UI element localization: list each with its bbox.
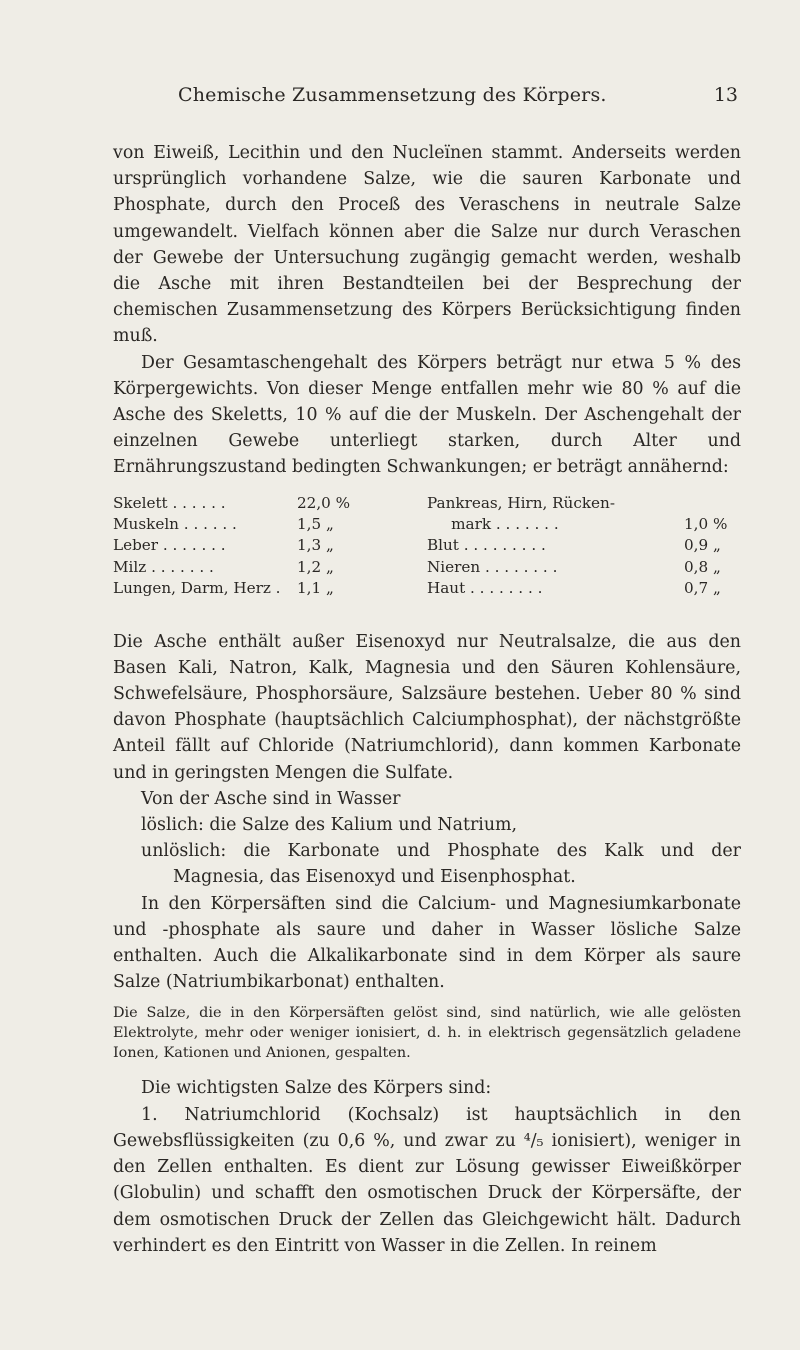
table-row — [427, 578, 741, 599]
table-row — [113, 578, 383, 599]
running-header — [178, 84, 738, 110]
table-value: 1,3 „ — [297, 536, 334, 555]
table-value: 0,9 „ — [684, 536, 721, 555]
paragraph-body-fluids: In den Körpersäften sind die Calcium- und Magnesiumkarbonate und -phosphate als saure und daher in Wasser lösliche Salze enthalten. Auch die Alkalikarbonate sind in dem Körper als saure Salze (Natriumbikarbonat) enthalten. — [113, 893, 741, 993]
table-label: Haut . . . . . . . . — [427, 579, 543, 598]
paragraph-ash-content: Der Gesamtaschengehalt des Körpers beträgt nur etwa 5 % des Körpergewichts. Von dieser Menge entfallen mehr wie 80 % auf die Asche des Skeletts, 10 % auf die der Muskeln. Der Aschengehalt der einzelnen Gewebe unterliegt starken, durch Alter und Ernährungszustand bedingten Schwankungen; er beträgt annähernd: — [113, 352, 741, 478]
table-label: Lungen, Darm, Herz . — [113, 579, 281, 598]
table-value: 1,5 „ — [297, 515, 334, 534]
ash-content-table — [113, 493, 741, 621]
table-value: 1,1 „ — [297, 579, 334, 598]
table-label: Leber . . . . . . . — [113, 536, 226, 555]
table-row — [427, 557, 741, 578]
table-row — [427, 514, 741, 535]
paragraph-important-salts: Die wichtigsten Salze des Körpers sind: — [141, 1078, 492, 1099]
table-label: Blut . . . . . . . . . — [427, 536, 546, 555]
table-label: Muskeln . . . . . . — [113, 515, 237, 534]
table-row — [427, 493, 741, 514]
small-print-note: Die Salze, die in den Körpersäften gelöst sind, sind natürlich, wie alle gelösten Elektrolyte, mehr oder weniger ionisiert, d. h. in elektrisch gegensätzlich geladene Ionen, Kationen und Anionen, gespalten. — [113, 1005, 741, 1062]
paragraph-ash-composition: Die Asche enthält außer Eisenoxyd nur Neutralsalze, die aus den Basen Kali, Natron, Kalk, Magnesia und den Säuren Kohlensäure, Schwefelsäure, Phosphorsäure, Salzsäure bestehen. Ueber 80 % sind davon Phosphate (hauptsächlich Calciumphosphat), der nächstgrößte Anteil fällt auf Chloride (Natriumchlorid), dann kommen Karbonate und in geringsten Mengen die Sulfate. — [113, 631, 741, 783]
table-label: Milz . . . . . . . — [113, 557, 214, 576]
table-label: Skelett . . . . . . — [113, 493, 226, 512]
table-row — [113, 514, 383, 535]
table-label: Nieren . . . . . . . . — [427, 557, 558, 576]
table-value: 0,7 „ — [684, 579, 721, 598]
table-row — [113, 493, 383, 514]
ash-table-right-column — [427, 493, 741, 600]
page-number: 13 — [713, 84, 738, 106]
paragraph-continuation: von Eiweiß, Lecithin und den Nucleïnen stammt. Anderseits werden ursprünglich vorhandene Salze, wie die sauren Karbonate und Phosphate, durch den Proceß des Veraschens in neutrale Salze umgewandelt. Vielfach können aber die Salze nur durch Veraschen der Gewebe der Untersuchung zugängig gemacht werden, weshalb die Asche mit ihren Bestandteilen bei der Besprechung der chemischen Zusammensetzung des Körpers Berücksichtigung finden muß. — [113, 143, 741, 347]
page-body — [113, 140, 741, 1259]
ash-table-left-column — [113, 493, 383, 600]
table-label: Pankreas, Hirn, Rücken- — [427, 493, 615, 512]
paragraph-sodium-chloride: 1. Natriumchlorid (Kochsalz) ist hauptsächlich in den Gewebsflüssigkeiten (zu 0,6 %, und zwar zu ⁴/₅ ionisiert), weniger in den Zellen enthalten. Es dient zur Lösung gewisser Eiweißkörper (Globulin) und schafft den osmotischen Druck der Körpersäfte, der dem osmotischen Druck der Zellen das Gleichgewicht hält. Dadurch verhindert es den Eintritt von Wasser in die Zellen. In reinem — [113, 1104, 741, 1256]
table-label: mark . . . . . . . — [427, 515, 559, 534]
paragraph-solubility-intro: Von der Asche sind in Wasser — [141, 788, 401, 809]
table-row — [113, 535, 383, 556]
running-title: Chemische Zusammensetzung des Körpers. — [178, 84, 607, 106]
table-value: 1,2 „ — [297, 557, 334, 576]
table-value: 22,0 % — [297, 493, 351, 512]
table-row — [113, 557, 383, 578]
table-value: 0,8 „ — [684, 557, 721, 576]
paragraph-insoluble: unlöslich: die Karbonate und Phosphate des Kalk und der Magnesia, das Eisenoxyd und Eisenphosphat. — [141, 841, 741, 888]
table-value: 1,0 % — [684, 515, 728, 534]
paragraph-soluble: löslich: die Salze des Kalium und Natrium, — [141, 815, 518, 836]
table-row — [427, 535, 741, 556]
